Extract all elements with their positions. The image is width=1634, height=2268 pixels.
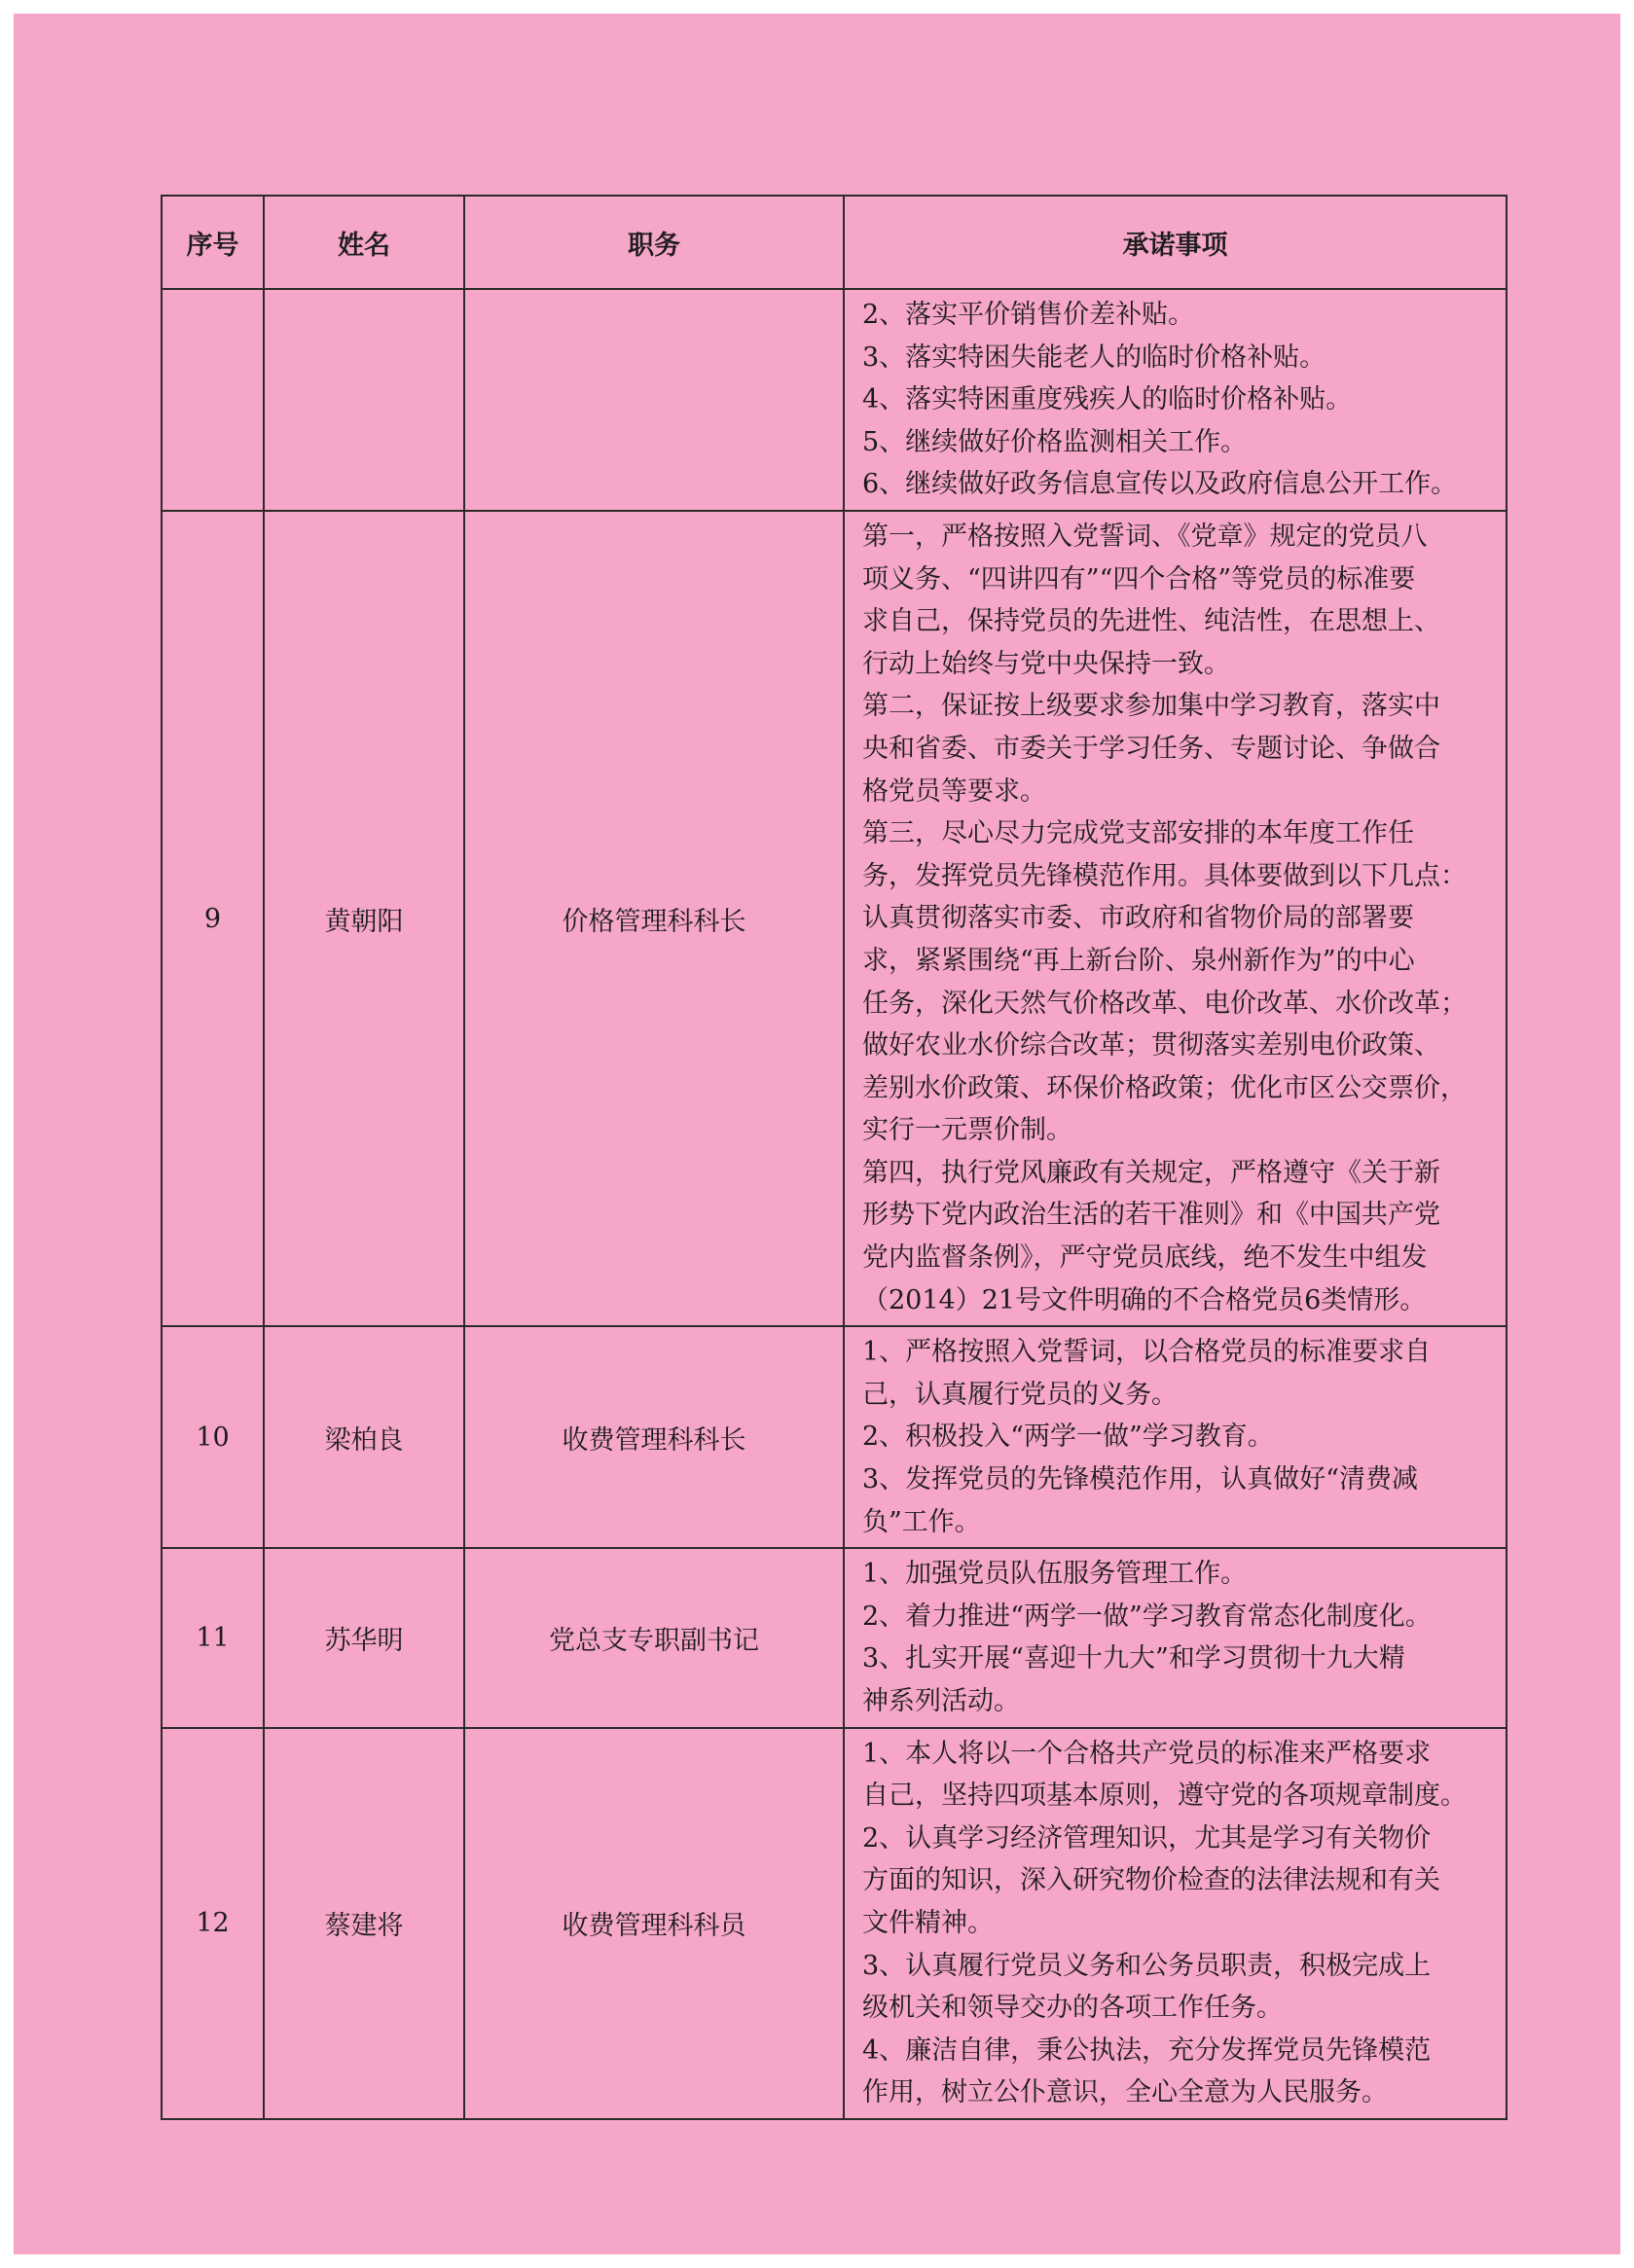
commitment-line: 方面的知识，深入研究物价检查的法律法规和有关 <box>862 1865 1440 1896</box>
commitment-line: 行动上始终与党中央保持一致。 <box>862 648 1230 679</box>
commitment-line: 负”工作。 <box>862 1506 981 1537</box>
commitment-line: 4、落实特困重度残疾人的临时价格补贴。 <box>862 384 1353 415</box>
commitment-line: 2、落实平价销售价差补贴。 <box>862 300 1195 330</box>
header-index: 序号 <box>162 196 264 289</box>
commitment-line: 实行一元票价制。 <box>862 1115 1072 1146</box>
commitment-line: 做好农业水价综合改革；贯彻落实差别电价政策、 <box>862 1030 1440 1062</box>
commitment-line: 1、加强党员队伍服务管理工作。 <box>862 1559 1248 1590</box>
table-row <box>162 1326 1507 1548</box>
commitment-line: 求自己，保持党员的先进性、纯洁性，在思想上、 <box>862 606 1440 637</box>
commitment-line: 第四，执行党风廉政有关规定，严格遵守《关于新 <box>862 1157 1440 1188</box>
commitment-line: 级机关和领导交办的各项工作任务。 <box>862 1993 1283 2024</box>
row-index: 9 <box>162 511 264 1326</box>
commitment-line: 3、扎实开展“喜迎十九大”和学习贯彻十九大精 <box>862 1643 1405 1674</box>
commitment-line: 1、严格按照入党誓词，以合格党员的标准要求自 <box>862 1337 1432 1368</box>
commitment-line: 第二，保证按上级要求参加集中学习教育，落实中 <box>862 691 1440 722</box>
commitment-line: 央和省委、市委关于学习任务、专题讨论、争做合 <box>862 733 1440 764</box>
commitment-line: 党内监督条例》，严守党员底线，绝不发生中组发 <box>862 1242 1428 1274</box>
row-index: 12 <box>162 1728 264 2119</box>
commitment-line: 任务，深化天然气价格改革、电价改革、水价改革； <box>862 988 1467 1019</box>
table-header-row <box>162 196 1507 289</box>
table-row <box>162 1728 1507 2119</box>
commitment-table <box>161 195 1507 2120</box>
commitment-line: 神系列活动。 <box>862 1686 1020 1716</box>
commitment-line: 2、积极投入“两学一做”学习教育。 <box>862 1422 1274 1453</box>
commitment-line: 1、本人将以一个合格共产党员的标准来严格要求 <box>862 1738 1432 1769</box>
row-name: 蔡建将 <box>264 1728 464 2119</box>
table-row <box>162 511 1507 1326</box>
commitment-line: （2014）21号文件明确的不合格党员6类情形。 <box>862 1284 1427 1315</box>
row-commitments <box>844 289 1507 511</box>
commitment-line: 5、继续做好价格监测相关工作。 <box>862 426 1248 457</box>
row-commitments <box>844 1548 1507 1727</box>
row-index: 11 <box>162 1548 264 1727</box>
commitment-line: 6、继续做好政务信息宣传以及政府信息公开工作。 <box>862 469 1458 500</box>
row-position <box>464 289 844 511</box>
commitment-line: 求，紧紧围绕“再上新台阶、泉州新作为”的中心 <box>862 945 1415 976</box>
row-name: 黄朝阳 <box>264 511 464 1326</box>
row-position: 党总支专职副书记 <box>464 1548 844 1727</box>
table-body <box>162 289 1507 2119</box>
commitment-line: 3、认真履行党员义务和公务员职责，积极完成上 <box>862 1950 1432 1981</box>
row-name <box>264 289 464 511</box>
commitment-line: 格党员等要求。 <box>862 775 1046 807</box>
header-position: 职务 <box>464 196 844 289</box>
row-index <box>162 289 264 511</box>
row-name: 梁柏良 <box>264 1326 464 1548</box>
commitment-line: 2、着力推进“两学一做”学习教育常态化制度化。 <box>862 1601 1432 1632</box>
table-row <box>162 289 1507 511</box>
commitment-line: 3、落实特困失能老人的临时价格补贴。 <box>862 342 1326 373</box>
row-index: 10 <box>162 1326 264 1548</box>
commitment-line: 认真贯彻落实市委、市政府和省物价局的部署要 <box>862 903 1414 934</box>
row-position: 收费管理科科员 <box>464 1728 844 2119</box>
table-row <box>162 1548 1507 1727</box>
commitment-line: 项义务、“四讲四有”“四个合格”等党员的标准要 <box>862 563 1416 594</box>
header-name: 姓名 <box>264 196 464 289</box>
commitment-line: 差别水价政策、环保价格政策；优化市区公交票价， <box>862 1072 1467 1103</box>
row-name: 苏华明 <box>264 1548 464 1727</box>
commitment-line: 作用，树立公仆意识，全心全意为人民服务。 <box>862 2077 1388 2108</box>
commitment-line: 第三，尽心尽力完成党支部安排的本年度工作任 <box>862 818 1414 849</box>
row-commitments <box>844 511 1507 1326</box>
commitment-line: 文件精神。 <box>862 1907 994 1938</box>
commitment-line: 务，发挥党员先锋模范作用。具体要做到以下几点： <box>862 860 1467 891</box>
row-commitments <box>844 1728 1507 2119</box>
paper-page <box>14 14 1620 2254</box>
header-commitments: 承诺事项 <box>844 196 1507 289</box>
commitment-line: 2、认真学习经济管理知识，尤其是学习有关物价 <box>862 1822 1432 1854</box>
row-commitments <box>844 1326 1507 1548</box>
commitment-line: 3、发挥党员的先锋模范作用，认真做好“清费减 <box>862 1464 1418 1495</box>
commitment-line: 自己，坚持四项基本原则，遵守党的各项规章制度。 <box>862 1781 1467 1812</box>
commitment-line: 4、廉洁自律，秉公执法，充分发挥党员先锋模范 <box>862 2034 1432 2066</box>
commitment-line: 己，认真履行党员的义务。 <box>862 1379 1178 1410</box>
commitment-line: 第一，严格按照入党誓词、《党章》规定的党员八 <box>862 521 1428 552</box>
commitment-line: 形势下党内政治生活的若干准则》和《中国共产党 <box>862 1200 1440 1231</box>
row-position: 价格管理科科长 <box>464 511 844 1326</box>
row-position: 收费管理科科长 <box>464 1326 844 1548</box>
